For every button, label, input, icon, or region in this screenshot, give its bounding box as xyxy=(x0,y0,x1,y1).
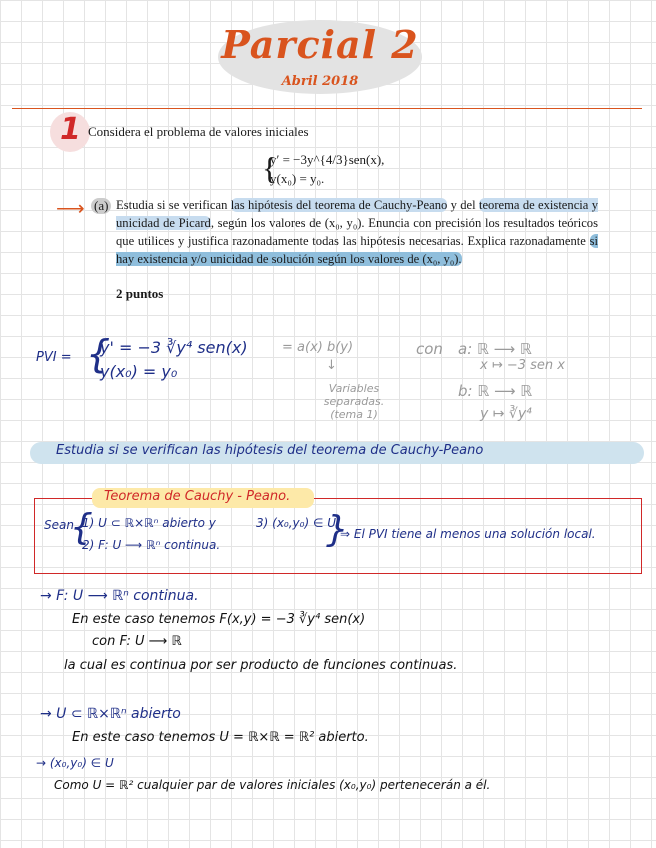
theorem-title: Teorema de Cauchy - Peano. xyxy=(104,489,291,504)
check-initial-head: → (x₀,y₀) ∈ U xyxy=(36,756,114,770)
factorization: = a(x) b(y) xyxy=(282,340,354,355)
theorem-conclusion: ⇒ El PVI tiene al menos una solución local. xyxy=(340,527,596,541)
map-b-2: y ↦ ∛y⁴ xyxy=(480,406,532,422)
separable-note: Variables separadas. (tema 1) xyxy=(323,382,385,421)
system-brace: { xyxy=(262,150,278,186)
check-open-line-1: En este caso tenemos U = ℝ×ℝ = ℝ² abierto. xyxy=(72,730,369,745)
map-a-2: x ↦ −3 sen x xyxy=(480,358,565,373)
check-continuity-line-2: con F: U ⟶ ℝ xyxy=(92,634,182,649)
highlight-picard: teorema de existencia y unicidad de Picard xyxy=(116,198,598,230)
part-text-1: Estudia si se verifican xyxy=(116,198,231,212)
part-text-2: y del xyxy=(447,198,479,212)
theorem-hypothesis-1: 1) U ⊂ ℝ×ℝⁿ abierto y xyxy=(82,516,216,530)
theorem-brace: { xyxy=(70,507,93,548)
part-a-text xyxy=(116,196,598,268)
check-continuity-line-1: En este caso tenemos F(x,y) = −3 ∛y⁴ sen(x) xyxy=(72,612,366,627)
arrow-icon: ⟶ xyxy=(56,198,85,220)
ivp-equation-1: y′ = −3y^{4/3}sen(x), xyxy=(270,152,385,167)
points-label: 2 puntos xyxy=(116,286,164,301)
header-divider xyxy=(12,108,642,109)
pvi-equation-1: y' = −3 ∛y⁴ sen(x) xyxy=(100,338,248,357)
theorem-hypothesis-2: 2) F: U ⟶ ℝⁿ continua. xyxy=(82,538,221,552)
theorem-hypothesis-3: 3) (x₀,y₀) ∈ U. xyxy=(256,516,340,530)
pvi-equation-2: y(x₀) = y₀ xyxy=(100,362,178,381)
check-continuity-head: → F: U ⟶ ℝⁿ continua. xyxy=(40,588,199,604)
check-continuity-line-3: la cual es continua por ser producto de funciones continuas. xyxy=(64,658,458,673)
ivp-system xyxy=(270,150,384,188)
page-title: Parcial 2 xyxy=(221,22,419,67)
down-arrow-icon: ↓ xyxy=(326,358,337,373)
check-open-head: → U ⊂ ℝ×ℝⁿ abierto xyxy=(40,706,181,722)
ivp-equation-2: y(x₀) = y₀. xyxy=(270,171,325,186)
pvi-label: PVI = xyxy=(36,350,72,365)
highlight-existence: si hay existencia y/o unicidad de solución según los valores de (x₀, y₀). xyxy=(116,234,598,266)
theorem-sean: Sean xyxy=(44,518,74,532)
part-text-3: , según los valores de (x₀, y₀). Enuncia con precisión los resultados teóricos que utilices y justifica razonadamente todas las hipótesis necesarias. Explica razonadamente xyxy=(116,216,598,248)
pvi-brace: { xyxy=(86,332,111,376)
theorem-close-brace: } xyxy=(326,509,349,550)
page-subtitle: Abril 2018 xyxy=(281,74,359,89)
problem-intro: Considera el problema de valores iniciales xyxy=(88,124,309,139)
section-banner-text: Estudia si se verifican las hipótesis del teorema de Cauchy-Peano xyxy=(56,443,484,458)
map-b-1: b: ℝ ⟶ ℝ xyxy=(458,382,533,400)
check-initial-line-1: Como U = ℝ² cualquier par de valores iniciales (x₀,y₀) pertenecerán a él. xyxy=(54,778,491,792)
problem-number: 1 xyxy=(60,112,81,147)
highlight-cauchy-peano: las hipótesis del teorema de Cauchy-Peano xyxy=(230,198,448,212)
map-a-1: a: ℝ ⟶ ℝ xyxy=(458,340,532,358)
con-label: con xyxy=(416,340,443,358)
part-label: (a) xyxy=(91,198,111,214)
